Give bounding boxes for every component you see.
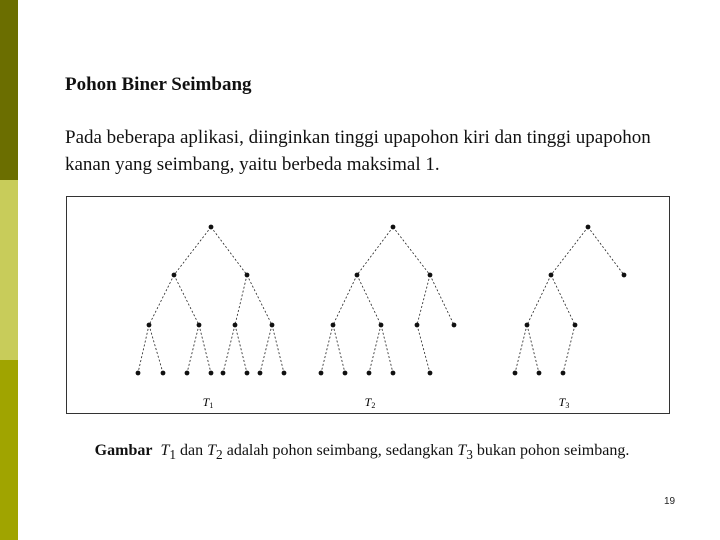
tree-1-edge: [260, 325, 272, 373]
tree-3-edge: [563, 325, 575, 373]
tree-2-node: [391, 225, 396, 230]
tree-1-edge: [223, 325, 235, 373]
page-number: 19: [664, 496, 676, 507]
tree-figure: [66, 196, 670, 414]
tree-2-edge: [369, 325, 381, 373]
tree-3-node: [561, 371, 566, 376]
tree-2-edge: [357, 275, 381, 325]
tree-2-node: [452, 323, 457, 328]
tree-1-node: [136, 371, 141, 376]
tree-1-edge: [211, 227, 247, 275]
tree-3-edge: [588, 227, 624, 275]
tree-2-node: [331, 323, 336, 328]
tree-1-edge: [174, 227, 211, 275]
tree-2-edge: [357, 227, 393, 275]
tree-2-edge: [333, 325, 345, 373]
tree-2-node: [379, 323, 384, 328]
tree-1-node: [245, 371, 250, 376]
tree-1-node: [245, 273, 250, 278]
tree-2-node: [367, 371, 372, 376]
tree-1-label: T1: [202, 395, 214, 410]
tree-1-edge: [235, 325, 247, 373]
tree-1-edge: [235, 275, 247, 325]
tree-1-node: [161, 371, 166, 376]
caption-and: dan: [176, 442, 208, 459]
caption-t1-sub: 1: [169, 447, 177, 463]
tree-1-node: [197, 323, 202, 328]
tree-1-node: [209, 371, 214, 376]
tree-3-node: [525, 323, 530, 328]
caption-t2-sub: 2: [216, 447, 223, 463]
accent-bar-bottom: [0, 360, 18, 540]
caption-t2: T: [207, 442, 217, 459]
tree-2-edge: [417, 275, 430, 325]
tree-3-edge: [551, 275, 575, 325]
tree-3-edge: [515, 325, 527, 373]
caption-t3-sub: 3: [466, 447, 473, 463]
tree-1-node: [270, 323, 275, 328]
tree-1-node: [172, 273, 177, 278]
tree-2-node: [343, 371, 348, 376]
tree-3-node: [586, 225, 591, 230]
tree-2-edge: [381, 325, 393, 373]
caption-t1: T: [160, 442, 170, 459]
tree-3-node: [513, 371, 518, 376]
tree-2-node: [428, 371, 433, 376]
caption-t3: T: [457, 442, 467, 459]
tree-1-node: [185, 371, 190, 376]
tree-3-node: [549, 273, 554, 278]
tree-1-edge: [149, 275, 174, 325]
tree-1-edge: [138, 325, 149, 373]
accent-bar-top: [0, 0, 18, 180]
tree-1-edge: [247, 275, 272, 325]
tree-1-edge: [149, 325, 163, 373]
tree-1-edge: [272, 325, 284, 373]
figure-caption: [82, 440, 642, 466]
tree-3-node: [537, 371, 542, 376]
slide-paragraph: Pada beberapa aplikasi, diinginkan tinggi upapohon kiri dan tinggi upapohon kanan yang seimbang, yaitu berbeda maksimal 1.: [65, 127, 651, 175]
tree-2-edge: [321, 325, 333, 373]
caption-middle: adalah pohon seimbang, sedangkan: [222, 442, 458, 459]
tree-2-node: [391, 371, 396, 376]
slide-title: Pohon Biner Seimbang: [65, 74, 252, 95]
tree-2-edge: [417, 325, 430, 373]
tree-2-edge: [393, 227, 430, 275]
tree-diagram: [67, 197, 671, 415]
tree-1-node: [221, 371, 226, 376]
tree-1-edge: [199, 325, 211, 373]
tree-3-node: [573, 323, 578, 328]
tree-1-node: [209, 225, 214, 230]
accent-bar-middle: [0, 180, 18, 360]
tree-1-edge: [174, 275, 199, 325]
tree-3-node: [622, 273, 627, 278]
tree-2-node: [428, 273, 433, 278]
tree-1-node: [233, 323, 238, 328]
tree-1-node: [147, 323, 152, 328]
caption-prefix: Gambar: [94, 442, 153, 459]
tree-2-label: T2: [364, 395, 376, 410]
caption-suffix: bukan pohon seimbang.: [472, 442, 630, 459]
tree-3-edge: [527, 275, 551, 325]
tree-3-label: T3: [558, 395, 570, 410]
tree-2-node: [415, 323, 420, 328]
tree-2-node: [319, 371, 324, 376]
tree-2-node: [355, 273, 360, 278]
tree-3-edge: [527, 325, 539, 373]
tree-2-edge: [430, 275, 454, 325]
tree-1-node: [282, 371, 287, 376]
tree-1-node: [258, 371, 263, 376]
tree-1-edge: [187, 325, 199, 373]
tree-2-edge: [333, 275, 357, 325]
tree-3-edge: [551, 227, 588, 275]
